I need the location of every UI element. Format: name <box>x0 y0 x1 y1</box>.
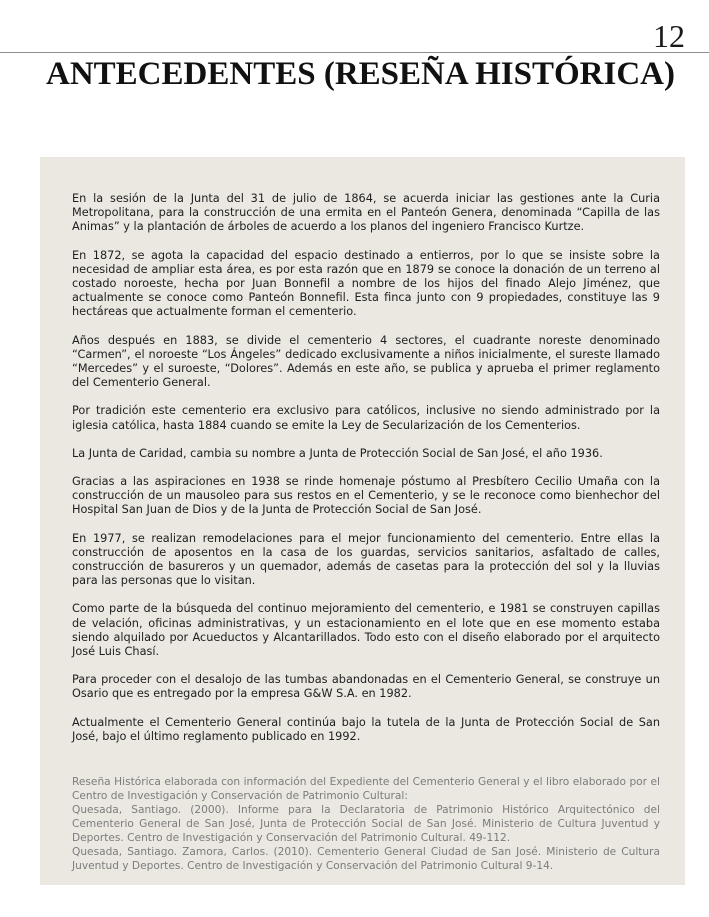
header-rule <box>0 52 709 53</box>
reference-intro: Reseña Histórica elaborada con información del Expediente del Cementerio General y el libro elaborado por el Centro de Investigación y Conservación de Patrimonio Cultural: <box>72 776 660 802</box>
paragraph-1864: En la sesión de la Junta del 31 de julio de 1864, se acuerda iniciar las gestiones ante la Curia Metropolitana, para la construcción de una ermita en el Panteón Genera, denominada “Capilla de las Animas” y la plantación de árboles de acuerdo a los planos del ingeniero Francisco Kurtze. <box>72 192 660 234</box>
page-title: ANTECEDENTES (RESEÑA HISTÓRICA) <box>46 56 675 92</box>
page-number: 12 <box>653 18 685 54</box>
references <box>72 775 660 873</box>
reference-item: Quesada, Santiago. (2000). Informe para la Declaratoria de Patrimonio Histórico Arquitectónico del Cementerio General de San José, Junta de Protección Social de San José. Ministerio de Cultura Juventud y Deportes. Centro de Investigación y Conservación del Patrimonio Cultural. 49-112. <box>72 804 660 844</box>
paragraph-1872: En 1872, se agota la capacidad del espacio destinado a entierros, por lo que se insiste sobre la necesidad de ampliar esta área, es por esta razón que en 1879 se conoce la donación de un terreno al costado noroeste, hecha por Juan Bonnefil a nombre de los hijos del finado Alejo Jiménez, que actualmente se conoce como Panteón Bonnefil. Esta finca junto con 9 propiedades, constituye las 9 hectáreas que actualmente forman el cementerio. <box>72 248 660 319</box>
paragraph-1884: Por tradición este cementerio era exclusivo para católicos, inclusive no siendo administrado por la iglesia católica, hasta 1884 cuando se emite la Ley de Secularización de los Cementerios. <box>72 404 660 432</box>
reference-item: Quesada, Santiago. Zamora, Carlos. (2010). Cementerio General Ciudad de San José. Ministerio de Cultura Juventud y Deportes. Centro de Investigación y Conservación del Patrimonio Cultural 9-14. <box>72 846 660 872</box>
paragraph-1936: La Junta de Caridad, cambia su nombre a Junta de Protección Social de San José, el año 1936. <box>72 446 603 460</box>
paragraph-1981: Como parte de la búsqueda del continuo mejoramiento del cementerio, e 1981 se construyen capillas de velación, oficinas administrativas, y un estacionamiento en el lote que en ese momento estaba siendo alquilado por Acueductos y Alcantarillados. Todo esto con el diseño elaborado por el arquitecto José Luis Chasí. <box>72 602 660 659</box>
paragraph-1977: En 1977, se realizan remodelaciones para el mejor funcionamiento del cementerio. Entre ellas la construcción de aposentos en la casa de los guardas, servicios sanitarios, asfaltado de calles, construcción de basureros y un quemador, además de casetas para la protección del sol y la lluvias para las personas que lo visitan. <box>72 531 660 588</box>
paragraph-1883: Años después en 1883, se divide el cementerio 4 sectores, el cuadrante noreste denominado “Carmen”, el noroeste “Los Ángeles” dedicado exclusivamente a niños inicialmente, el sureste llamado “Mercedes” y el suroeste, “Dolores”. Además en este año, se publica y aprueba el primer reglamento del Cementerio General. <box>72 333 660 390</box>
history-text <box>72 192 660 758</box>
paragraph-1982: Para proceder con el desalojo de las tumbas abandonadas en el Cementerio General, se construye un Osario que es entregado por la empresa G&W S.A. en 1982. <box>72 673 660 701</box>
paragraph-1992: Actualmente el Cementerio General continúa bajo la tutela de la Junta de Protección Social de San José, bajo el último reglamento publicado en 1992. <box>72 715 660 743</box>
paragraph-1938: Gracias a las aspiraciones en 1938 se rinde homenaje póstumo al Presbítero Cecilio Umaña con la construcción de un mausoleo para sus restos en el Cementerio, y se le reconoce como bienhechor del Hospital San Juan de Dios y de la Junta de Protección Social de San José. <box>72 475 660 517</box>
